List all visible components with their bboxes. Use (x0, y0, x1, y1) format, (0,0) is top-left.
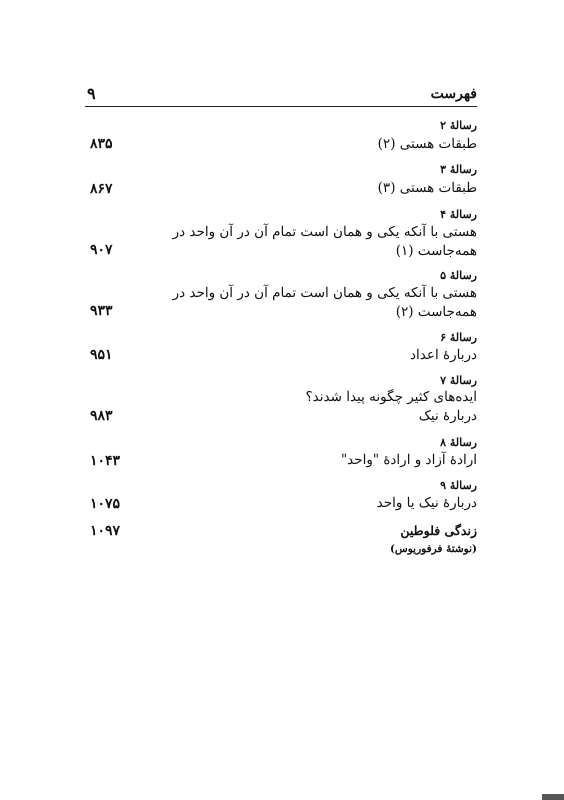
entry-label: رسالهٔ ۲ (440, 119, 477, 132)
entry-page-number: ۱۰۴۳ (90, 453, 121, 469)
entry-title-continued: همه‌جاست (۲) (395, 304, 477, 320)
entry-label: رسالهٔ ۹ (440, 479, 477, 492)
page-number: ۹ (87, 84, 96, 103)
entry-title: طبقات هستی (۳) (377, 180, 477, 196)
entry-label: رسالهٔ ۶ (440, 331, 477, 344)
entry-title: ایده‌های کثیر چگونه پیدا شدند؟ (305, 389, 477, 405)
entry-page-number: ۹۰۷ (90, 242, 113, 258)
page-header (85, 86, 477, 107)
entry-page-number: ۸۶۷ (90, 181, 113, 197)
entry-title: هستی با آنکه یکی و همان است تمام آن در آن واحد در (172, 224, 477, 240)
scan-edge-mark (542, 794, 564, 800)
running-title: فهرست (430, 86, 477, 102)
entry-title: دربارهٔ اعداد (410, 347, 477, 363)
entry-page-number: ۹۳۳ (90, 303, 113, 319)
entry-title-continued: دربارهٔ نیک (418, 408, 477, 424)
entry-label: رسالهٔ ۵ (440, 269, 477, 282)
entry-title: طبقات هستی (۲) (377, 136, 477, 152)
entry-page-number: ۹۸۳ (90, 408, 113, 424)
entry-page-number: ۸۳۵ (90, 136, 113, 152)
entry-label: رسالهٔ ۳ (440, 163, 477, 176)
entry-label: رسالهٔ ۷ (440, 374, 477, 387)
entry-title: دربارهٔ نیک یا واحد (376, 495, 477, 511)
entry-page-number: ۱۰۹۷ (90, 523, 121, 539)
entry-label: رسالهٔ ۸ (440, 436, 477, 449)
entry-label: رسالهٔ ۴ (440, 208, 477, 221)
entry-subtitle: (نوشتهٔ فرفوریوس) (389, 543, 477, 555)
entry-page-number: ۱۰۷۵ (90, 496, 121, 512)
entry-title: ارادهٔ آزاد و ارادهٔ "واحد" (340, 452, 477, 468)
entry-title: هستی با آنکه یکی و همان است تمام آن در آن واحد در (172, 285, 477, 301)
entry-page-number: ۹۵۱ (90, 347, 113, 363)
entry-title: زندگی فلوطین (400, 523, 477, 538)
entry-title-continued: همه‌جاست (۱) (395, 243, 477, 259)
